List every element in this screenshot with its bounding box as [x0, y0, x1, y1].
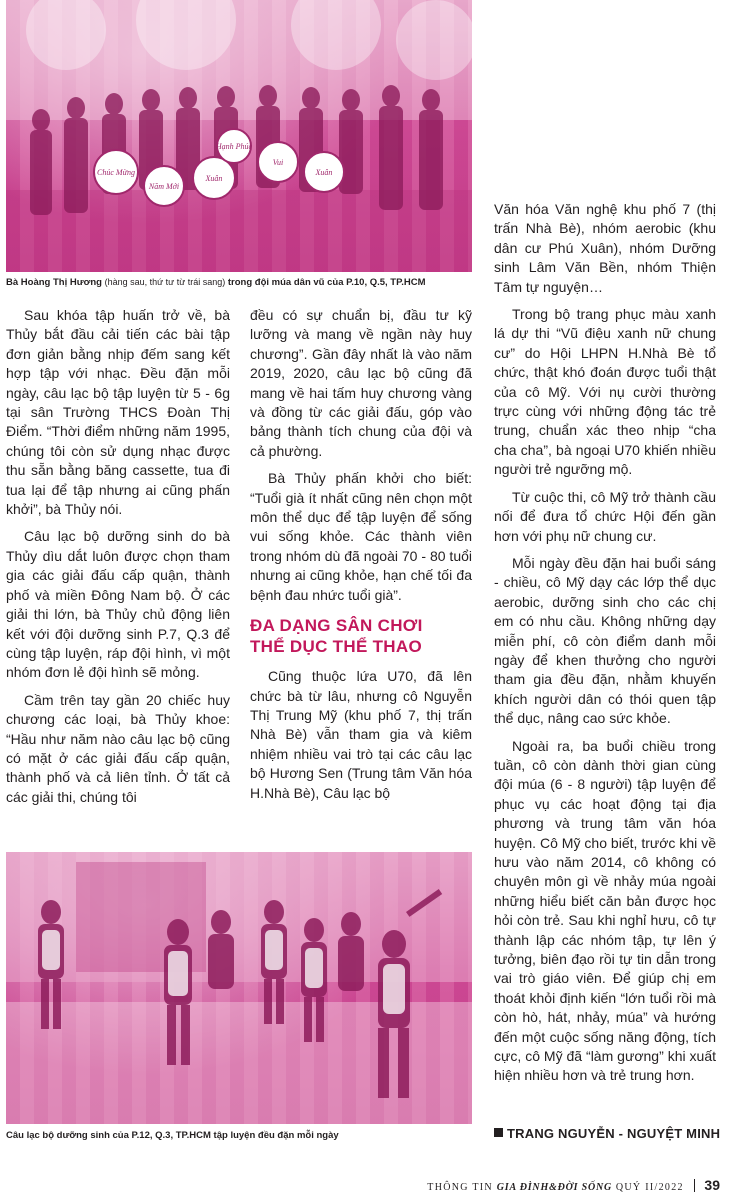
bottom-photo-caption: Câu lạc bộ dưỡng sinh của P.12, Q.3, TP.HCM tập luyện đều đặn mỗi ngày [6, 1130, 339, 1141]
paragraph: Ngoài ra, ba buổi chiều trong tuần, cô còn dành thời gian cùng đội múa (6 - 8 người) tập luyện để phục vụ các hoạt động tại địa phương và trung tâm văn hóa huyện. Cô Mỹ cho biết, trước khi về hưu vào năm 2014, cô không có chuyên môn gì về nhảy múa ngoài những hiểu biết căn bản được học hỏi còn trẻ. Sau khi nghỉ hưu, cô tự thành lập các nhóm tập, tự lên ý tưởng, biên đạo rồi tự tin dẫn trong vai trò giáo viên. Để giúp chị em thoát khỏi định kiến “lớn tuổi rồi mà còn hò, hát, nhảy, múa” và hướng đến một cuộc sống năng động, tích cực, cô Mỹ đã “làm gương” khi xuất hiện nhiều hơn và trẻ trung hơn. [494, 737, 716, 1084]
paragraph: Câu lạc bộ dưỡng sinh do bà Thủy dìu dắt luôn được chọn tham gia các giải đấu cấp quận, thành phố và miền Đông Nam bộ. Ở các giải thi lớn, bà Thủy chủ động liên kết với đội dưỡng sinh P.7, Q.3 để cùng tập luyện, ráp đội hình, vì một nhóm đơn lẻ đội hình sẽ mỏng. [6, 528, 230, 681]
paragraph: đều có sự chuẩn bị, đầu tư kỹ lưỡng và mang về ngần này huy chương”. Gần đây nhất là vào năm 2019, 2020, câu lạc bộ cũng đã mang về hai tấm huy chương vàng và đồng từ các giải đấu, góp vào bảng thành tích chung của đội và cả phường. [250, 307, 472, 459]
caption-position: (hàng sau, thứ tư từ trái sang) [104, 277, 226, 287]
flower-wreath-text-4: Hạnh Phúc [215, 142, 253, 151]
caption-detail: trong đội múa dân vũ của P.10, Q.5, TP.HCM [227, 277, 426, 288]
section-heading-line-2: THỂ DỤC THỂ THAO [250, 637, 422, 657]
flower-wreath-text-1: Chúc Mừng [97, 168, 135, 177]
article-column-1 [6, 306, 230, 815]
bottom-photo [6, 852, 472, 1124]
top-photo-caption [6, 276, 476, 289]
paragraph: Văn hóa Văn nghệ khu phố 7 (thị trấn Nhà Bè), nhóm aerobic (khu dân cư Phú Xuân), nhóm Dưỡng sinh Lâm Văn Bền, nhóm Thiện Tâm tự nguyện… [494, 201, 716, 295]
footer-prefix: THÔNG TIN [427, 1182, 493, 1193]
paragraph: Mỗi ngày đều đặn hai buổi sáng - chiều, cô Mỹ dạy các lớp thể dục aerobic, dưỡng sinh cho các chị em có nhu cầu. Không những dạy miễn phí, cô còn điểm danh mỗi ngày để khen thưởng cho người tham gia đều đặn, nhằm khuyến khích người dân có thói quen tập thể dục, nâng cao sức khỏe. [494, 554, 716, 727]
page-number: 39 [704, 1177, 720, 1193]
top-photo [6, 0, 472, 272]
footer-divider [694, 1179, 695, 1192]
section-heading [250, 615, 472, 657]
flower-wreath-text-2: Năm Mới [148, 182, 180, 191]
paragraph: Từ cuộc thi, cô Mỹ trở thành cầu nối để đưa tổ chức Hội đến gần hơn với phụ nữ chung cư. [494, 488, 716, 544]
flower-wreath-text-3: Xuân [205, 174, 223, 183]
footer-brand: GIA ĐÌNH&ĐỜI SỐNG [496, 1182, 613, 1193]
flower-wreath-text-5: Vui [272, 158, 284, 167]
dance-group-illustration [6, 0, 472, 272]
byline [494, 1126, 724, 1141]
section-heading-line-1: ĐA DẠNG SÂN CHƠI [250, 616, 423, 636]
flower-wreath-text-6: Xuân [315, 168, 333, 177]
paragraph: Sau khóa tập huấn trở về, bà Thủy bắt đầu cải tiến các bài tập đơn giản bằng nhịp đếm sang kết hợp tập với nhạc. Đều đặn mỗi ngày, câu lạc bộ tập luyện từ 5 - 6g tại sân Trường THCS Đoàn Thị Điểm. “Thời điểm những năm 1995, chúng tôi còn sử dụng nhạc được thu sẵn bằng băng cassette, tua đi tua lại để tập nhưng ai cũng phấn khởi”, bà Thủy nói. [6, 307, 230, 518]
paragraph: Cũng thuộc lứa U70, đã lên chức bà từ lâu, nhưng cô Nguyễn Thị Trung Mỹ (khu phố 7, thị trấn Nhà Bè) vẫn tham gia và kiêm nhiệm nhiều vai trò tại các câu lạc bộ Hương Sen (Trung tâm Văn hóa H.Nhà Bè), Câu lạc bộ [250, 668, 472, 801]
page-footer [360, 1177, 720, 1195]
byline-authors: TRANG NGUYỄN - NGUYỆT MINH [507, 1126, 721, 1141]
paragraph: Bà Thủy phấn khởi cho biết: “Tuổi già ít nhất cũng nên chọn một môn thể dục để tập luyện để sống vui sống khỏe. Các thành viên trong nhóm dù đã ngoài 70 - 80 tuổi nhưng ai cũng khỏe, hạn chế tối đa bệnh đau nhức tuổi già”. [250, 470, 472, 603]
exercise-group-illustration [6, 852, 472, 1124]
footer-issue: QUÝ II/2022 [615, 1182, 684, 1193]
paragraph: Trong bộ trang phục màu xanh lá dự thi “Vũ điệu xanh nữ chung cư” do Hội LHPN H.Nhà Bè tổ chức, thật khó đoán được tuổi thật của cô Mỹ. Với nụ cười thường trực cùng với những động tác trẻ trung, chuẩn xác theo nhịp “cha cha cha”, bà ngoại U70 khiến nhiều người trẻ ngưỡng mộ. [494, 306, 716, 478]
paragraph: Cầm trên tay gần 20 chiếc huy chương các loại, bà Thủy khoe: “Hầu như năm nào câu lạc bộ cũng có mặt ở các giải đấu cấp quận, thành phố và cả liên tỉnh. Ở tất cả các giải thi, chúng tôi [6, 691, 230, 805]
square-bullet-icon [494, 1128, 503, 1137]
article-column-3 [494, 200, 716, 1094]
article-column-2 [250, 306, 472, 811]
caption-name: Bà Hoàng Thị Hương [6, 277, 102, 288]
